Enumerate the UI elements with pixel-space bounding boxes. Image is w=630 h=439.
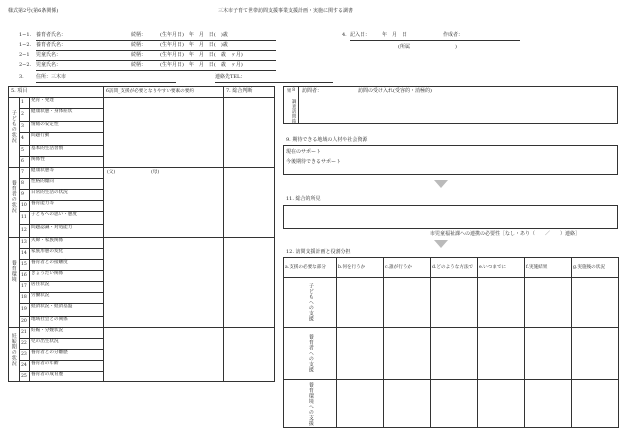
row-number: 19 — [21, 306, 27, 312]
plan-cell[interactable] — [525, 380, 572, 428]
field-underline — [36, 50, 276, 51]
acceptance-label[interactable]: 訪問の受け入れ(受容的・消極的) — [358, 88, 432, 94]
author-label[interactable]: 作成者： — [443, 32, 464, 38]
row-number: 18 — [21, 294, 27, 300]
row-item-label: 健康状態・身体症状 — [31, 109, 73, 114]
form-number: 様式第2号(第6条関係) — [8, 8, 59, 14]
row-number: 12 — [21, 227, 27, 233]
row-item-label: 経済状況・経済基盤 — [31, 304, 73, 309]
father-label: (父) — [107, 169, 116, 175]
row-number: 3 — [21, 123, 24, 129]
birthdate-label[interactable]: (生年月日) 年 月 日( )歳 — [160, 32, 228, 38]
row-item-label: 妊娠・分娩状況 — [31, 328, 64, 333]
row-number: 9 — [21, 191, 24, 197]
row-item-label: 性格的傾向 — [31, 179, 54, 184]
arrow-down-icon — [434, 180, 448, 188]
row-item-label: 発育・発達 — [31, 98, 54, 103]
row-item-label: 関係性 — [31, 157, 45, 162]
row-item-label: 問題認識・対処能力 — [31, 225, 73, 230]
row-item-label: 子どもへの思い・態度 — [31, 212, 77, 217]
relation-label[interactable]: 続柄： — [131, 32, 147, 38]
row-item-label: 養育者との分離歴 — [31, 350, 68, 355]
plan-grid — [283, 257, 619, 428]
group-label: 妊娠期の状況 — [10, 332, 17, 366]
row-number: 5 — [21, 147, 24, 153]
plan-row-header — [284, 380, 337, 428]
address-label[interactable]: 住所：三木市 — [36, 74, 67, 80]
section-8-box — [283, 86, 618, 124]
plan-cell[interactable] — [572, 328, 619, 380]
entry-number: 4. — [342, 32, 347, 38]
document-title: 三木市子育て世帯訪問支援事業支援計画・実施に関する調書 — [218, 8, 354, 14]
coordination-necessity[interactable]: 市児童福祉課への連携の必要性［なし・あり（ ／ ）連絡］ — [430, 231, 581, 237]
field-number: 2−1 — [19, 52, 30, 58]
row-number: 15 — [21, 261, 27, 267]
field-underline — [36, 70, 276, 71]
section-11-title: 11. 総合的所見 — [286, 196, 321, 202]
field-number: 1−1. — [19, 32, 32, 38]
row-item-label: 健康状態等 — [31, 168, 54, 173]
plan-cell[interactable] — [337, 278, 384, 328]
row-item-label: 養育者との接触度 — [31, 260, 68, 265]
row-item-label: きょうだい関係 — [31, 271, 64, 276]
plan-cell[interactable] — [478, 328, 525, 380]
visitor-label[interactable]: 訪問者： — [302, 88, 323, 94]
relation-label[interactable]: 続柄： — [131, 42, 147, 48]
current-support-label[interactable]: 現在のサポート — [286, 149, 322, 155]
row-number: 6 — [21, 158, 24, 164]
row-number: 13 — [21, 239, 27, 245]
row-number: 21 — [21, 329, 27, 335]
plan-cell[interactable] — [525, 328, 572, 380]
divider — [29, 327, 30, 382]
row-item-label: 養育者の成育歴 — [31, 372, 64, 377]
row-item-label: 基本的生活習慣 — [31, 146, 64, 151]
divider — [103, 86, 104, 382]
plan-cell[interactable] — [337, 328, 384, 380]
row-item-label: 情緒の安定性 — [31, 122, 59, 127]
row-number: 2 — [21, 111, 24, 117]
row-number: 14 — [21, 250, 27, 256]
field-number: 1−2. — [19, 42, 32, 48]
row-number: 4 — [21, 135, 24, 141]
plan-cell[interactable] — [431, 278, 478, 328]
field-name-label[interactable]: 養育者氏名： — [36, 32, 67, 38]
plan-row-header — [284, 328, 337, 380]
plan-column-header: d.どのような方法で — [431, 258, 478, 278]
field-number: 2−2. — [19, 62, 32, 68]
field-name-label[interactable]: 児童氏名： — [36, 62, 62, 68]
section-12-title: 12. 訪問支援計画と役割分担 — [286, 249, 351, 255]
section-11-box — [283, 205, 618, 229]
plan-column-header: e.いつまでに — [478, 258, 525, 278]
row-number: 8 — [21, 180, 24, 186]
plan-column-header: g.実施後の状況 — [572, 258, 619, 278]
birthdate-label[interactable]: (生年月日) 年 月 日( )歳 — [160, 42, 228, 48]
plan-row-label: 子どもへの支援 — [307, 283, 314, 322]
row-number: 24 — [21, 362, 27, 368]
mother-label: (母) — [151, 169, 160, 175]
row-number: 11 — [21, 214, 27, 220]
row-item-label: 居住状況 — [31, 282, 50, 287]
section-8-label: 8 調査訪問結果 — [286, 88, 297, 124]
arrow-down-icon — [434, 240, 448, 248]
field-underline — [36, 60, 276, 61]
row-number: 10 — [21, 202, 27, 208]
field-name-label[interactable]: 養育者氏名： — [36, 42, 67, 48]
group-label: 子どもの状況 — [10, 110, 17, 143]
column-header-judgement: 7. 総合判断 — [226, 88, 253, 94]
field-name-label[interactable]: 児童氏名： — [36, 52, 62, 58]
relation-label[interactable]: 続柄： — [131, 62, 147, 68]
row-number: 1 — [21, 99, 24, 105]
entry-date-label[interactable]: 記入日： — [350, 32, 371, 38]
divider — [29, 237, 30, 327]
affiliation-label[interactable]: (所属 ) — [398, 44, 457, 50]
row-number: 25 — [21, 373, 27, 379]
divider — [19, 237, 20, 327]
future-support-label[interactable]: 今後期待できるサポート — [286, 159, 342, 165]
plan-cell[interactable] — [384, 380, 431, 428]
row-number: 22 — [21, 340, 27, 346]
row-number: 20 — [21, 318, 27, 324]
plan-cell[interactable] — [384, 328, 431, 380]
entry-date-value[interactable]: 年 月 日 — [382, 32, 408, 38]
plan-cell[interactable] — [525, 278, 572, 328]
address-number: 3. — [19, 74, 24, 80]
birthdate-label[interactable]: (生年月日) 年 月 日( 歳 ヶ月) — [160, 62, 243, 68]
plan-cell[interactable] — [478, 380, 525, 428]
row-item-label: 養育能力等 — [31, 201, 54, 206]
plan-cell[interactable] — [431, 380, 478, 428]
field-underline — [36, 40, 276, 41]
plan-column-header: f.実施結果 — [525, 258, 572, 278]
plan-cell[interactable] — [478, 278, 525, 328]
plan-cell[interactable] — [384, 278, 431, 328]
divider — [19, 327, 20, 382]
plan-cell[interactable] — [431, 328, 478, 380]
row-item-label: 養育者の年齢 — [31, 361, 59, 366]
column-header-summary: 6訪問_支援が必要となりやすい要素の要約 — [106, 89, 194, 94]
row-number: 16 — [21, 272, 27, 278]
plan-column-header: c.誰が行うか — [384, 258, 431, 278]
column-header-items: 5. 項目 — [11, 88, 28, 94]
divider — [223, 86, 224, 382]
row-item-label: 労働状況 — [31, 293, 50, 298]
plan-row-label: 養育者への支援 — [307, 334, 314, 373]
plan-row-header — [284, 278, 337, 328]
row-number: 23 — [21, 351, 27, 357]
section-9-title: 9. 期待できる地域の人材や社会資源 — [286, 137, 368, 143]
contact-label[interactable]: 連絡先TEL： — [215, 74, 246, 80]
row-item-label: 地域社会との関係 — [31, 317, 68, 322]
group-label: 養育者の状況 — [10, 180, 17, 213]
row-item-label: 夫婦・家族関係 — [31, 238, 64, 243]
plan-cell[interactable] — [572, 380, 619, 428]
group-label: 養育環境 — [10, 260, 17, 282]
row-item-label: 家族形態の変化 — [31, 249, 64, 254]
plan-column-header: b.何を行うか — [337, 258, 384, 278]
row-number: 17 — [21, 283, 27, 289]
birthdate-label[interactable]: (生年月日) 年 月 日( 歳 ヶ月) — [160, 52, 243, 58]
plan-cell[interactable] — [337, 380, 384, 428]
row-item-label: 日常的生活の状況 — [31, 190, 68, 195]
row-item-label: 問題行動 — [31, 133, 50, 138]
row-item-label: 児の出生状況 — [31, 339, 59, 344]
plan-cell[interactable] — [572, 278, 619, 328]
relation-label[interactable]: 続柄： — [131, 52, 147, 58]
row-number: 7 — [21, 169, 24, 175]
plan-row-label: 養育環境への支援 — [307, 381, 314, 426]
plan-column-header: a.支援の必要な部分 — [284, 258, 337, 278]
